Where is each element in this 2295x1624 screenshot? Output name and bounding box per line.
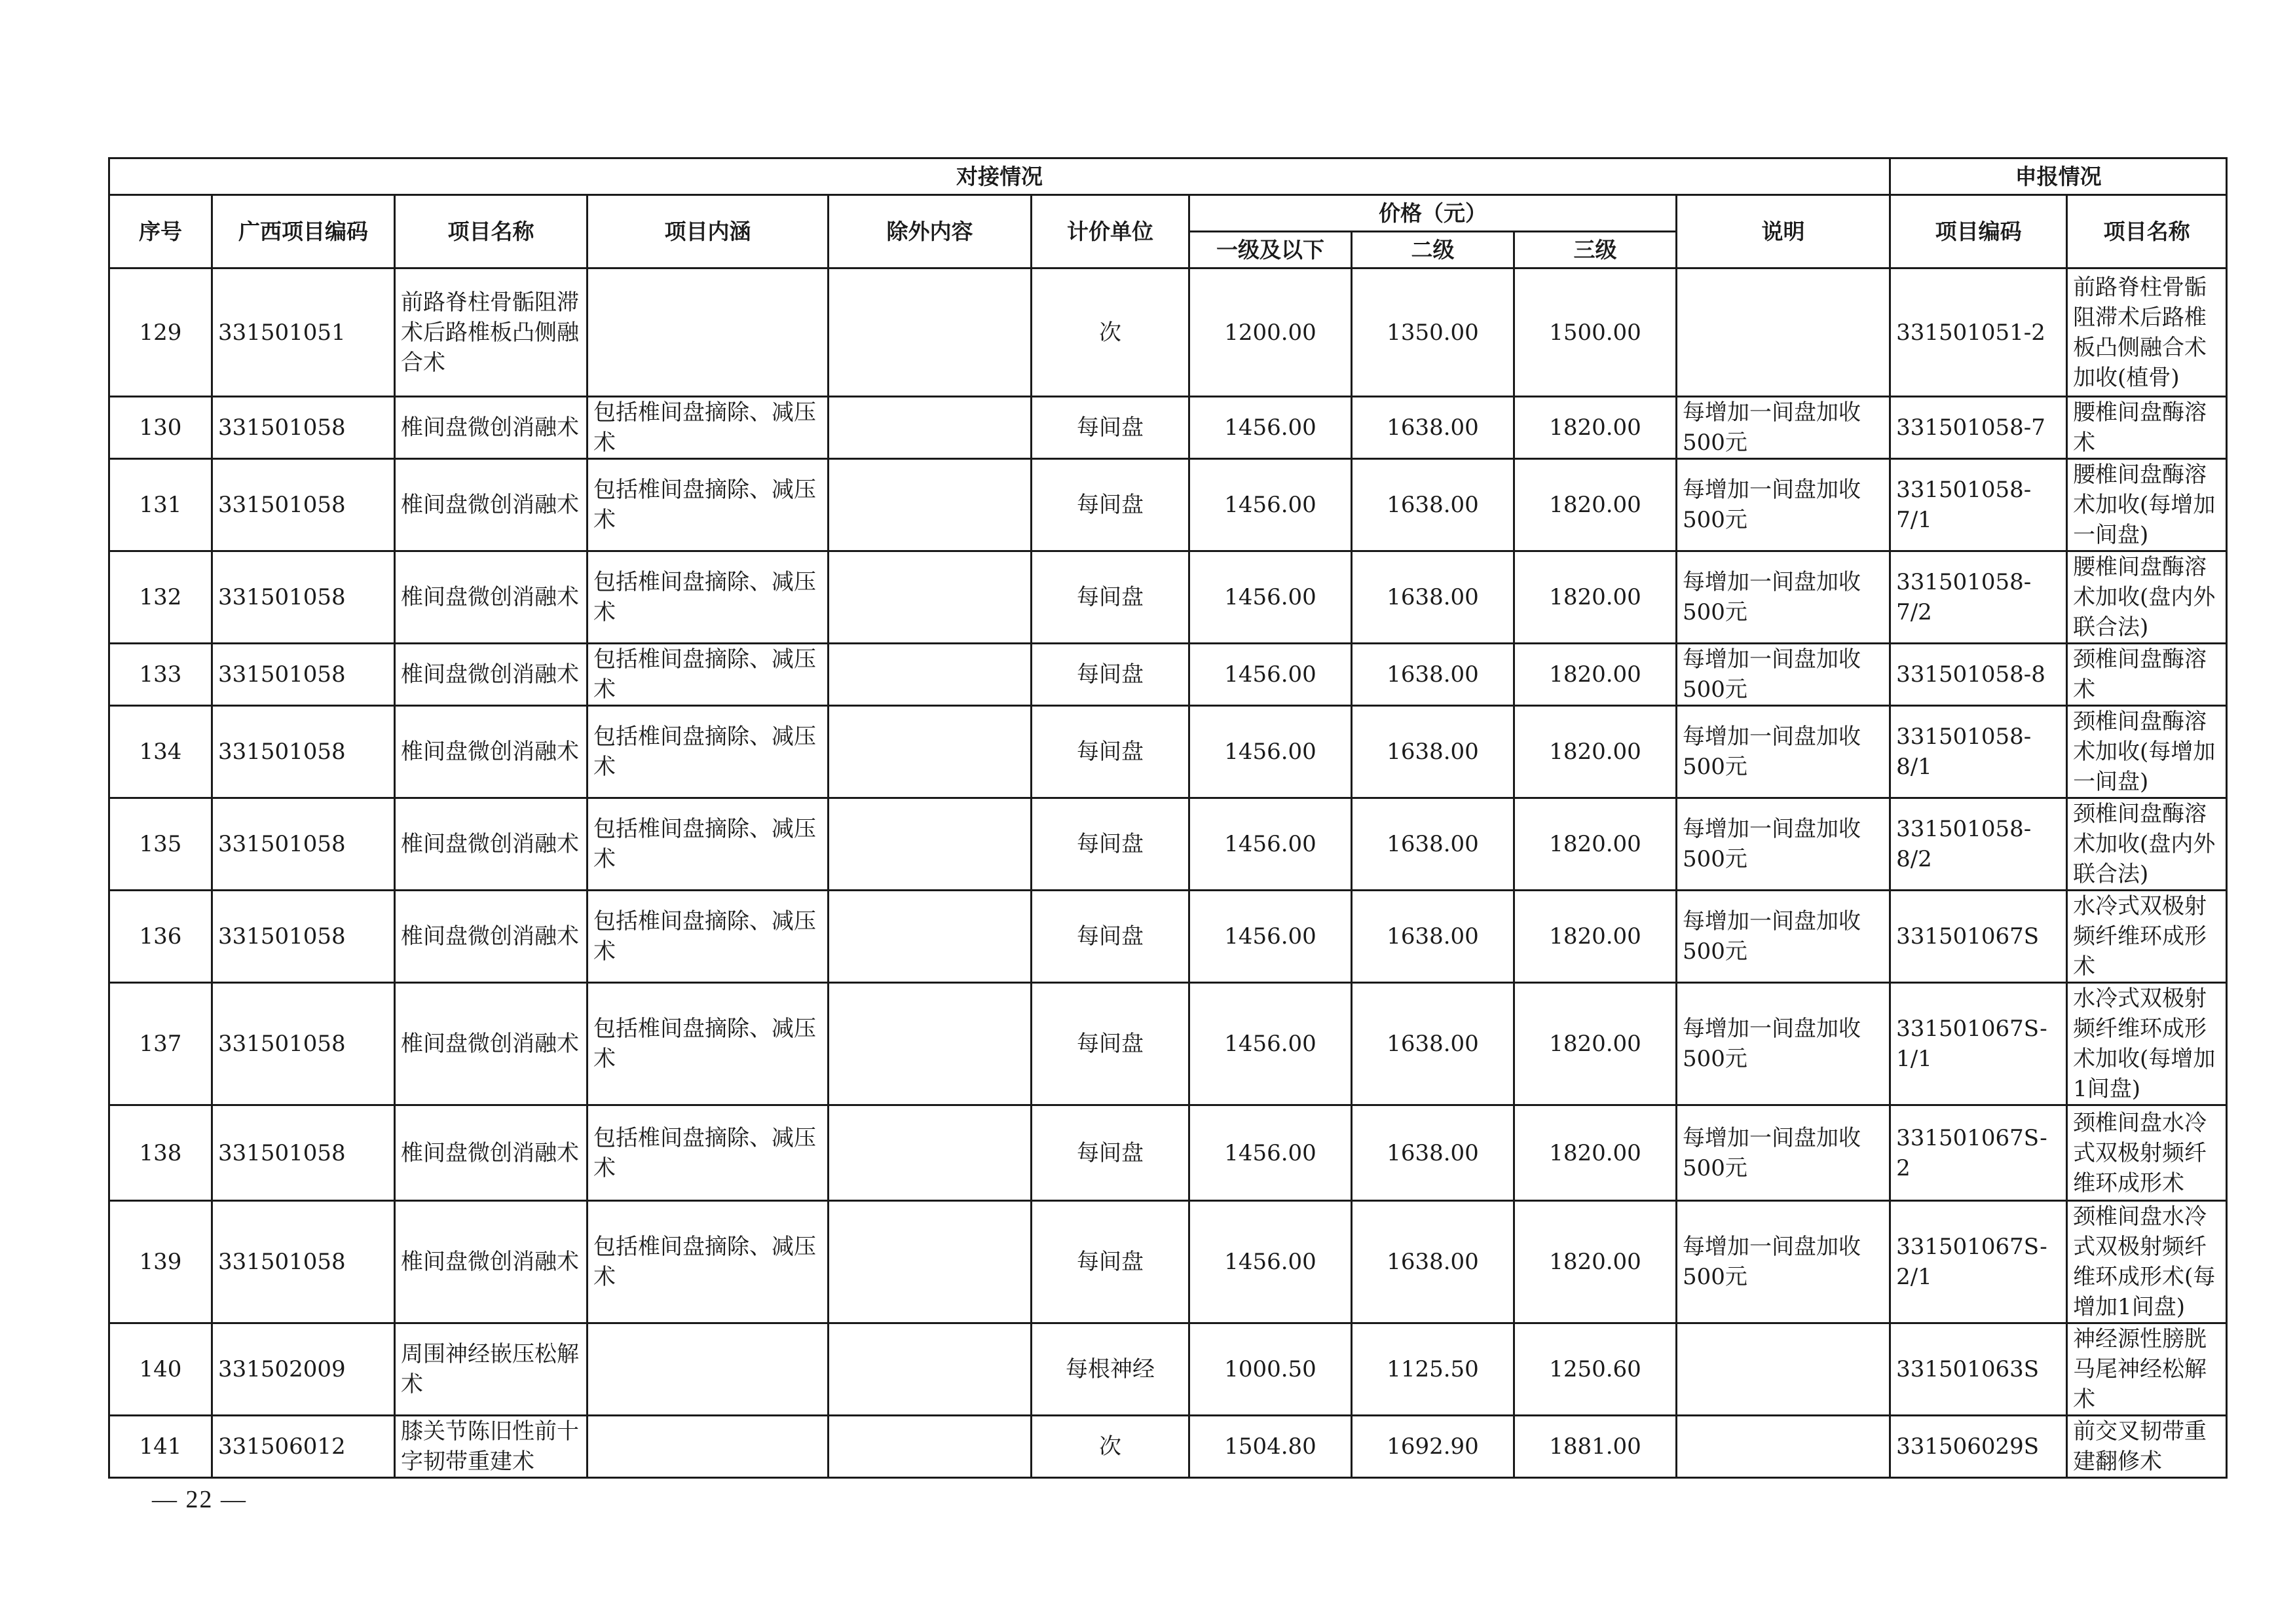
cell-note: 每增加一间盘加收500元 (1677, 983, 1890, 1105)
cell-price3: 1820.00 (1514, 1105, 1677, 1201)
cell-price2: 1638.00 (1352, 644, 1514, 706)
table-row (109, 891, 2227, 983)
table-row (109, 551, 2227, 644)
cell-seq: 139 (109, 1201, 212, 1323)
cell-seq: 137 (109, 983, 212, 1105)
cell-name: 椎间盘微创消融术 (395, 798, 588, 891)
col-header-excluded: 除外内容 (829, 195, 1032, 268)
cell-name: 椎间盘微创消融术 (395, 459, 588, 551)
cell-name: 椎间盘微创消融术 (395, 983, 588, 1105)
cell-price2: 1692.90 (1352, 1416, 1514, 1478)
cell-name: 膝关节陈旧性前十字韧带重建术 (395, 1416, 588, 1478)
table-row (109, 268, 2227, 397)
cell-price2: 1638.00 (1352, 1105, 1514, 1201)
cell-content (588, 1416, 829, 1478)
cell-price2: 1638.00 (1352, 983, 1514, 1105)
cell-gx-code: 331501058 (212, 397, 395, 459)
cell-gx-code: 331501058 (212, 798, 395, 891)
cell-excluded (829, 983, 1032, 1105)
cell-unit: 每间盘 (1032, 644, 1189, 706)
cell-gx-code: 331501058 (212, 459, 395, 551)
cell-content: 包括椎间盘摘除、减压术 (588, 706, 829, 798)
cell-excluded (829, 1105, 1032, 1201)
col-header-price3: 三级 (1514, 232, 1677, 268)
cell-price3: 1820.00 (1514, 798, 1677, 891)
cell-name: 椎间盘微创消融术 (395, 644, 588, 706)
cell-content: 包括椎间盘摘除、减压术 (588, 459, 829, 551)
cell-rname: 颈椎间盘酶溶术加收(盘内外联合法) (2067, 798, 2227, 891)
cell-gx-code: 331501058 (212, 1105, 395, 1201)
col-header-rname: 项目名称 (2067, 195, 2227, 268)
cell-code: 331501067S-2 (1890, 1105, 2067, 1201)
cell-excluded (829, 1416, 1032, 1478)
cell-name: 周围神经嵌压松解术 (395, 1323, 588, 1416)
cell-price2: 1350.00 (1352, 268, 1514, 397)
cell-price3: 1820.00 (1514, 459, 1677, 551)
cell-rname: 颈椎间盘水冷式双极射频纤维环成形术 (2067, 1105, 2227, 1201)
cell-price1: 1504.80 (1189, 1416, 1352, 1478)
cell-price3: 1881.00 (1514, 1416, 1677, 1478)
cell-name: 椎间盘微创消融术 (395, 891, 588, 983)
cell-unit: 次 (1032, 268, 1189, 397)
cell-unit: 每间盘 (1032, 459, 1189, 551)
cell-rname: 神经源性膀胱马尾神经松解术 (2067, 1323, 2227, 1416)
col-header-gx-code: 广西项目编码 (212, 195, 395, 268)
group-header-declaration: 申报情况 (1890, 158, 2227, 195)
cell-code: 331506029S (1890, 1416, 2067, 1478)
cell-price3: 1820.00 (1514, 706, 1677, 798)
col-header-seq: 序号 (109, 195, 212, 268)
cell-note: 每增加一间盘加收500元 (1677, 891, 1890, 983)
cell-code: 331501058-7/2 (1890, 551, 2067, 644)
cell-price2: 1125.50 (1352, 1323, 1514, 1416)
cell-price1: 1200.00 (1189, 268, 1352, 397)
cell-content (588, 1323, 829, 1416)
cell-name: 椎间盘微创消融术 (395, 397, 588, 459)
cell-content: 包括椎间盘摘除、减压术 (588, 983, 829, 1105)
cell-price1: 1456.00 (1189, 706, 1352, 798)
cell-content: 包括椎间盘摘除、减压术 (588, 1105, 829, 1201)
cell-unit: 每间盘 (1032, 1105, 1189, 1201)
cell-code: 331501058-8 (1890, 644, 2067, 706)
cell-price1: 1000.50 (1189, 1323, 1352, 1416)
cell-gx-code: 331501058 (212, 983, 395, 1105)
cell-code: 331501058-8/1 (1890, 706, 2067, 798)
cell-seq: 134 (109, 706, 212, 798)
cell-gx-code: 331501058 (212, 706, 395, 798)
table-row (109, 1201, 2227, 1323)
cell-content (588, 268, 829, 397)
cell-content: 包括椎间盘摘除、减压术 (588, 644, 829, 706)
table-row (109, 644, 2227, 706)
cell-note: 每增加一间盘加收500元 (1677, 397, 1890, 459)
col-header-content: 项目内涵 (588, 195, 829, 268)
cell-content: 包括椎间盘摘除、减压术 (588, 397, 829, 459)
cell-name: 椎间盘微创消融术 (395, 706, 588, 798)
table-row (109, 459, 2227, 551)
cell-excluded (829, 459, 1032, 551)
cell-unit: 每间盘 (1032, 798, 1189, 891)
cell-note: 每增加一间盘加收500元 (1677, 798, 1890, 891)
cell-unit: 每间盘 (1032, 397, 1189, 459)
cell-price1: 1456.00 (1189, 397, 1352, 459)
cell-name: 椎间盘微创消融术 (395, 1201, 588, 1323)
cell-gx-code: 331501051 (212, 268, 395, 397)
cell-rname: 水冷式双极射频纤维环成形术 (2067, 891, 2227, 983)
cell-note: 每增加一间盘加收500元 (1677, 551, 1890, 644)
cell-price3: 1500.00 (1514, 268, 1677, 397)
cell-price2: 1638.00 (1352, 1201, 1514, 1323)
cell-price1: 1456.00 (1189, 983, 1352, 1105)
cell-code: 331501058-8/2 (1890, 798, 2067, 891)
cell-price2: 1638.00 (1352, 397, 1514, 459)
cell-seq: 131 (109, 459, 212, 551)
cell-price3: 1820.00 (1514, 644, 1677, 706)
cell-rname: 腰椎间盘酶溶术加收(每增加一间盘) (2067, 459, 2227, 551)
cell-price2: 1638.00 (1352, 798, 1514, 891)
cell-price1: 1456.00 (1189, 798, 1352, 891)
cell-code: 331501051-2 (1890, 268, 2067, 397)
cell-rname: 颈椎间盘水冷式双极射频纤维环成形术(每增加1间盘) (2067, 1201, 2227, 1323)
cell-note (1677, 268, 1890, 397)
cell-excluded (829, 1201, 1032, 1323)
col-header-price-group: 价格（元） (1189, 195, 1677, 232)
cell-price1: 1456.00 (1189, 644, 1352, 706)
cell-price3: 1820.00 (1514, 551, 1677, 644)
cell-seq: 132 (109, 551, 212, 644)
cell-gx-code: 331501058 (212, 891, 395, 983)
cell-price2: 1638.00 (1352, 459, 1514, 551)
cell-gx-code: 331501058 (212, 551, 395, 644)
cell-unit: 每间盘 (1032, 1201, 1189, 1323)
table-row (109, 798, 2227, 891)
cell-rname: 颈椎间盘酶溶术 (2067, 644, 2227, 706)
cell-unit: 每间盘 (1032, 983, 1189, 1105)
cell-seq: 141 (109, 1416, 212, 1478)
cell-price2: 1638.00 (1352, 706, 1514, 798)
cell-seq: 130 (109, 397, 212, 459)
cell-code: 331501058-7 (1890, 397, 2067, 459)
cell-code: 331501058-7/1 (1890, 459, 2067, 551)
cell-code: 331501067S-2/1 (1890, 1201, 2067, 1323)
cell-content: 包括椎间盘摘除、减压术 (588, 891, 829, 983)
cell-price2: 1638.00 (1352, 551, 1514, 644)
cell-content: 包括椎间盘摘除、减压术 (588, 1201, 829, 1323)
cell-seq: 135 (109, 798, 212, 891)
cell-excluded (829, 706, 1032, 798)
cell-rname: 腰椎间盘酶溶术 (2067, 397, 2227, 459)
col-header-code: 项目编码 (1890, 195, 2067, 268)
cell-price3: 1820.00 (1514, 397, 1677, 459)
col-header-name: 项目名称 (395, 195, 588, 268)
col-header-price2: 二级 (1352, 232, 1514, 268)
group-header-docking: 对接情况 (109, 158, 1890, 195)
cell-note: 每增加一间盘加收500元 (1677, 644, 1890, 706)
col-header-unit: 计价单位 (1032, 195, 1189, 268)
cell-price3: 1820.00 (1514, 1201, 1677, 1323)
cell-note: 每增加一间盘加收500元 (1677, 459, 1890, 551)
table-row (109, 706, 2227, 798)
cell-gx-code: 331502009 (212, 1323, 395, 1416)
cell-content: 包括椎间盘摘除、减压术 (588, 551, 829, 644)
cell-gx-code: 331501058 (212, 1201, 395, 1323)
cell-excluded (829, 1323, 1032, 1416)
cell-excluded (829, 268, 1032, 397)
cell-note (1677, 1416, 1890, 1478)
cell-rname: 颈椎间盘酶溶术加收(每增加一间盘) (2067, 706, 2227, 798)
cell-note (1677, 1323, 1890, 1416)
cell-unit: 每间盘 (1032, 891, 1189, 983)
cell-rname: 前路脊柱骨骺阻滞术后路椎板凸侧融合术加收(植骨) (2067, 268, 2227, 397)
table-row (109, 1323, 2227, 1416)
cell-price1: 1456.00 (1189, 1105, 1352, 1201)
page-number: — 22 — (152, 1486, 247, 1513)
cell-unit: 每根神经 (1032, 1323, 1189, 1416)
cell-code: 331501063S (1890, 1323, 2067, 1416)
cell-note: 每增加一间盘加收500元 (1677, 706, 1890, 798)
cell-price1: 1456.00 (1189, 459, 1352, 551)
cell-excluded (829, 644, 1032, 706)
cell-excluded (829, 798, 1032, 891)
cell-note: 每增加一间盘加收500元 (1677, 1105, 1890, 1201)
price-table (108, 157, 2228, 1479)
cell-excluded (829, 891, 1032, 983)
cell-price1: 1456.00 (1189, 891, 1352, 983)
col-header-price1: 一级及以下 (1189, 232, 1352, 268)
cell-excluded (829, 551, 1032, 644)
cell-gx-code: 331501058 (212, 644, 395, 706)
cell-name: 前路脊柱骨骺阻滞术后路椎板凸侧融合术 (395, 268, 588, 397)
cell-seq: 138 (109, 1105, 212, 1201)
cell-seq: 133 (109, 644, 212, 706)
cell-unit: 每间盘 (1032, 706, 1189, 798)
cell-price3: 1250.60 (1514, 1323, 1677, 1416)
cell-name: 椎间盘微创消融术 (395, 551, 588, 644)
cell-code: 331501067S-1/1 (1890, 983, 2067, 1105)
cell-name: 椎间盘微创消融术 (395, 1105, 588, 1201)
col-header-note: 说明 (1677, 195, 1890, 268)
table-row (109, 1416, 2227, 1478)
cell-seq: 136 (109, 891, 212, 983)
table-row (109, 983, 2227, 1105)
cell-price3: 1820.00 (1514, 983, 1677, 1105)
cell-excluded (829, 397, 1032, 459)
cell-unit: 每间盘 (1032, 551, 1189, 644)
cell-price2: 1638.00 (1352, 891, 1514, 983)
cell-content: 包括椎间盘摘除、减压术 (588, 798, 829, 891)
table-row (109, 1105, 2227, 1201)
cell-seq: 129 (109, 268, 212, 397)
cell-code: 331501067S (1890, 891, 2067, 983)
cell-unit: 次 (1032, 1416, 1189, 1478)
table-row (109, 397, 2227, 459)
cell-price1: 1456.00 (1189, 551, 1352, 644)
cell-price1: 1456.00 (1189, 1201, 1352, 1323)
cell-rname: 水冷式双极射频纤维环成形术加收(每增加1间盘) (2067, 983, 2227, 1105)
cell-gx-code: 331506012 (212, 1416, 395, 1478)
cell-rname: 前交叉韧带重建翻修术 (2067, 1416, 2227, 1478)
cell-seq: 140 (109, 1323, 212, 1416)
cell-price3: 1820.00 (1514, 891, 1677, 983)
cell-rname: 腰椎间盘酶溶术加收(盘内外联合法) (2067, 551, 2227, 644)
cell-note: 每增加一间盘加收500元 (1677, 1201, 1890, 1323)
